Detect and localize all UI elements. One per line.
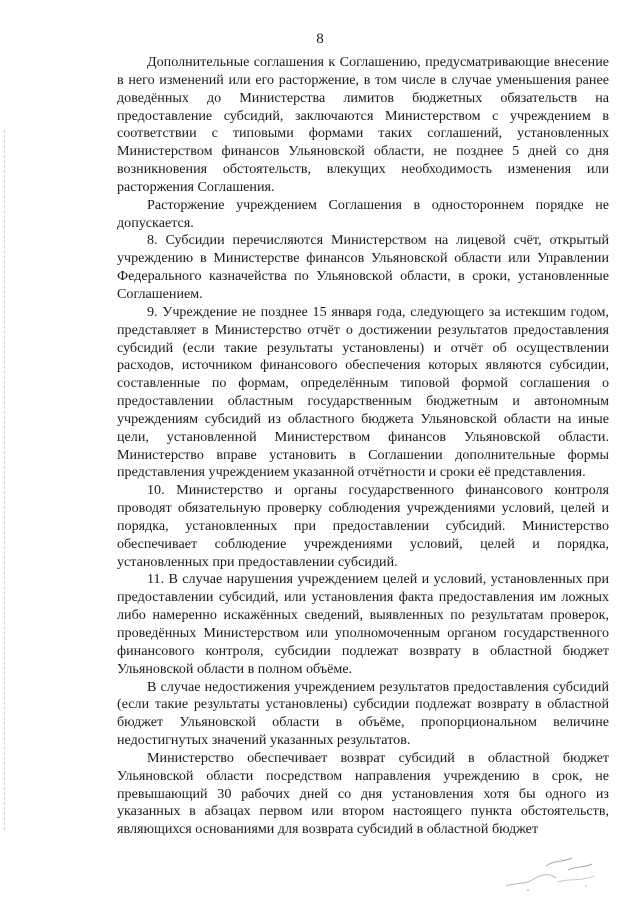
signature-mark bbox=[498, 852, 608, 894]
paragraph-unilateral-termination: Расторжение учреждением Соглашения в одностороннем порядке не допускается. bbox=[117, 196, 609, 231]
paragraph-item-11: 11. В случае нарушения учреждением целей и условий, установленных при предоставлении субсидий, или установления факта предоставления им ложных либо намеренно искажённых сведений, выявленных по результатам проверок, проведённых Министерством или уполномоченным органом государственного финансового контроля, субсидии подлежат возврату в областной бюджет Ульяновской области в полном объёме. bbox=[117, 571, 609, 677]
paragraph-item-8: 8. Субсидии перечисляются Министерством на лицевой счёт, открытый учреждению в Министерстве финансов Ульяновской области или Управлении Федерального казначейства по Ульяновской области, в сроки, установленные Соглашением. bbox=[117, 232, 609, 302]
paragraph-underachievement: В случае недостижения учреждением результатов предоставления субсидий (если такие результаты установлены) субсидии подлежат возврату в областной бюджет Ульяновской области в объёме, пропорциональном величине недостигнутых значений указанных результатов. bbox=[117, 678, 609, 749]
scan-binding-line bbox=[4, 130, 5, 830]
paragraph-refund-procedure: Министерство обеспечивает возврат субсидий в областной бюджет Ульяновской области посредством направления учреждению в срок, не превышающий 30 рабочих дней со дня установления хотя бы одного из указанных в абзацах первом или втором настоящего пункта обстоятельств, являющихся основаниями для возврата субсидий в областной бюджет bbox=[117, 749, 609, 838]
paragraph-item-9: 9. Учреждение не позднее 15 января года, следующего за истекшим годом, представляет в Министерство отчёт о достижении результатов предоставления субсидий (если такие результаты установлены) и отчёт об осуществлении расходов, источником финансового обеспечения которых являются субсидии, составленные по формам, определённым типовой формой соглашения о предоставлении областным государственным бюджетным и автономным учреждениям субсидий из областного бюджета Ульяновской области на иные цели, установленной Министерством финансов Ульяновской области. Министерство вправе установить в Соглашении дополнительные формы представления учреждением указанной отчётности и сроки её представления. bbox=[117, 303, 609, 481]
paragraph-item-10: 10. Министерство и органы государственного финансового контроля проводят обязательную проверку соблюдения учреждениями условий, целей и порядка, установленных при предоставлении субсидий. Министерство обеспечивает соблюдение учреждениями условий, целей и порядка, установленных при предоставлении субсидий. bbox=[117, 482, 609, 570]
document-body bbox=[117, 54, 609, 839]
page-number: 8 bbox=[316, 31, 324, 47]
paragraph-additional-agreements: Дополнительные соглашения к Соглашению, предусматривающие внесение в него изменений или его расторжение, в том числе в случае уменьшения ранее доведённых до Министерства лимитов бюджетных обязательств на предоставление субсидий, заключаются Министерством с учреждением в соответствии с типовыми формами таких соглашений, установленных Министерством финансов Ульяновской области, не позднее 5 дней со дня возникновения обстоятельств, влекущих необходимость изменения или расторжения Соглашения. bbox=[117, 54, 609, 195]
